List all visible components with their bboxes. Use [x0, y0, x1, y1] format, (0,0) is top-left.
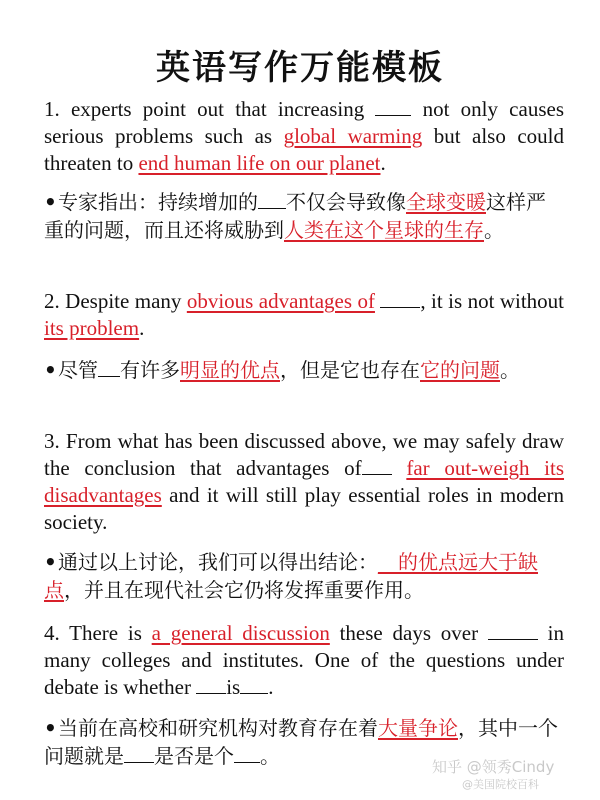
text: 。 [260, 744, 280, 768]
text: . [268, 675, 274, 699]
highlight-phrase: __的优点远大于缺点 [44, 550, 538, 602]
highlight-phrase: 明显的优点 [180, 358, 280, 382]
text: , it is not without [420, 289, 565, 313]
text: 不仅会导致像 [286, 190, 406, 214]
highlight-phrase: far out-weigh its disadvantages [44, 456, 565, 507]
blank [380, 289, 420, 308]
english-sentence-4 [44, 620, 564, 701]
blank [488, 621, 538, 640]
watermark [432, 756, 582, 792]
bullet: • [44, 716, 57, 740]
blank [124, 744, 154, 763]
highlight-phrase: 大量争论 [378, 716, 458, 740]
text [392, 456, 407, 480]
blank [98, 358, 120, 377]
bullet: • [44, 358, 57, 382]
chinese-translation-2 [44, 356, 564, 384]
page-title: 英语写作万能模板 [156, 48, 444, 88]
text: 1. experts point out that increasing [44, 97, 376, 121]
text: and it will still play essential roles in modern society. [44, 483, 564, 534]
text: ，但是它也存在 [280, 358, 420, 382]
highlight-phrase: 人类在这个星球的生存 [284, 218, 484, 242]
highlight-phrase: a general discussion [151, 621, 330, 645]
text: 。 [484, 218, 504, 242]
text: ，其中一个问题就是 [44, 716, 558, 768]
bullet: • [44, 550, 57, 574]
blank [362, 456, 392, 475]
text: 专家指出：持续增加的 [58, 190, 258, 214]
chinese-translation-1 [44, 188, 564, 244]
highlight-phrase: global warming [283, 124, 423, 148]
highlight-phrase: 它的问题 [420, 358, 500, 382]
text: 3. From what has been discussed above, we may safely draw the conclusion that advantages of [44, 429, 564, 480]
blank [375, 97, 411, 116]
text: but also could threaten to [44, 124, 564, 175]
text: in many colleges and institutes. One of the questions under debate is whether [44, 621, 564, 699]
blank [234, 744, 260, 763]
blank [240, 675, 268, 694]
text: these days over [329, 621, 488, 645]
highlight-phrase: obvious advantages of [186, 289, 375, 313]
text: . [139, 316, 145, 340]
bullet: • [44, 190, 57, 214]
text: 有许多 [120, 358, 180, 382]
highlight-phrase: end human life on our planet [138, 151, 381, 175]
chinese-translation-3 [44, 548, 564, 604]
text: 4. There is [44, 621, 152, 645]
text: 这样严重的问题，而且还将威胁到 [44, 190, 546, 242]
text: ，并且在现代社会它仍将发挥重要作用。 [64, 578, 424, 602]
highlight-phrase: 全球变暖 [406, 190, 486, 214]
watermark-line-2: @美国院校百科 [462, 778, 539, 791]
watermark-line-1: 知乎 @领秀Cindy [432, 758, 555, 776]
english-sentence-3 [44, 428, 564, 536]
text: is [226, 675, 241, 699]
text: . [380, 151, 386, 175]
text: 尽管 [58, 358, 98, 382]
text: 是否是个 [154, 744, 234, 768]
highlight-phrase: its problem [44, 316, 140, 340]
text: 当前在高校和研究机构对教育存在着 [58, 716, 378, 740]
english-sentence-2 [44, 288, 564, 342]
blank [196, 675, 226, 694]
text: 通过以上讨论，我们可以得出结论： [58, 550, 378, 574]
text: 。 [500, 358, 520, 382]
english-sentence-1 [44, 96, 564, 177]
text: not only causes serious problems such as [44, 97, 564, 148]
blank [258, 190, 286, 209]
text: 2. Despite many [44, 289, 187, 313]
